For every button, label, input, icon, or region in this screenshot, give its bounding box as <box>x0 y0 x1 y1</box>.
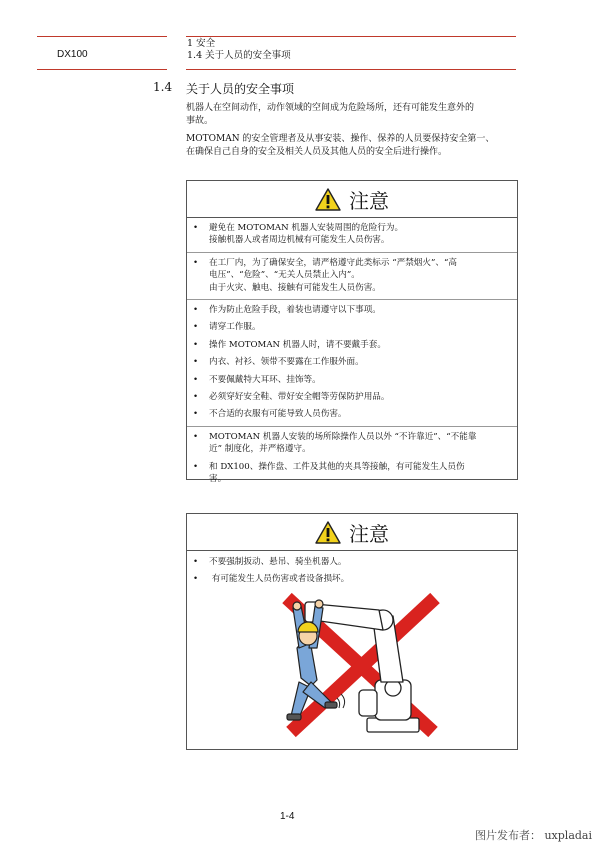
header-section: 1.4 关于人员的安全事项 <box>187 50 291 61</box>
section-number: 1.4 <box>153 80 173 94</box>
warning-triangle-icon <box>315 521 341 544</box>
caution-box-1 <box>186 180 518 485</box>
warning-triangle-icon <box>315 188 341 211</box>
caution-group-1 <box>187 218 517 253</box>
list-item: • 不合适的衣服有可能导致人员伤害。 <box>193 409 347 420</box>
caution-box-1-title <box>187 181 517 218</box>
list-item: • 必须穿好安全鞋、带好安全帽等劳保防护用品。 <box>193 392 390 403</box>
list-item: • 避免在 MOTOMAN 机器人安装周围的危险行为。 接触机器人或者周边机械有可能发生人员伤害。 <box>193 223 404 246</box>
list-item: • MOTOMAN 机器人安装的场所除操作人员以外 “不许靠近”、“不能靠 近” 制度化，并严格遵守。 <box>193 431 477 455</box>
caution-box-1-heading: 注意 <box>349 188 389 213</box>
list-item: • 在工厂内，为了确保安全，请严格遵守此类标示 “严禁烟火”、“高 电压”、“危险”、“无关人员禁止入内”。 由于火灾、触电、接触有可能发生人员伤害。 <box>193 257 457 293</box>
caution-group-3 <box>187 300 517 427</box>
watermark: 图片发布者： uxpladai <box>474 829 592 842</box>
header-model: DX100 <box>57 49 88 60</box>
caution-box-2 <box>186 513 518 750</box>
caution-box-2-title <box>187 514 517 551</box>
list-item: • 不要佩戴特大耳环、挂饰等。 <box>193 374 321 385</box>
list-item: • 作为防止危险手段，着装也请遵守以下事项。 <box>193 305 381 316</box>
list-item: • 请穿工作服。 <box>193 322 261 333</box>
header-bottom-rule-right <box>186 69 516 70</box>
caution-group-4 <box>187 427 517 491</box>
header-top-rule-right <box>186 36 516 37</box>
header-chapter: 1 安全 <box>187 38 216 49</box>
header-bottom-rule <box>37 69 167 70</box>
list-item: • 有可能发生人员伤害或者设备损坏。 <box>193 574 350 585</box>
section-title: 关于人员的安全事项 <box>186 82 295 96</box>
page-number: 1-4 <box>280 811 295 822</box>
list-item: • 操作 MOTOMAN 机器人时，请不要戴手套。 <box>193 339 386 350</box>
caution-group-2 <box>187 253 517 300</box>
intro-paragraph-1: 机器人在空间动作，动作领域的空间成为危险场所，还有可能发生意外的 事故。 <box>186 103 475 126</box>
caution-box-2-heading: 注意 <box>349 521 389 546</box>
list-item: • 内衣、衬衫、领带不要露在工作服外面。 <box>193 357 364 368</box>
intro-paragraph-2: MOTOMAN 的安全管理者及从事安装、操作、保养的人员要保持安全第一、 在确保自己自身的安全及相关人员及其他人员的安全后进行操作。 <box>186 134 495 157</box>
list-item: • 和 DX100、操作盘、工件及其他的夹具等接触，有可能发生人员伤 害。 <box>193 461 465 485</box>
robot-hazard-illustration <box>275 590 455 740</box>
header-top-rule <box>37 36 167 37</box>
list-item: • 不要强制扳动、悬吊、骑坐机器人。 <box>193 557 347 567</box>
